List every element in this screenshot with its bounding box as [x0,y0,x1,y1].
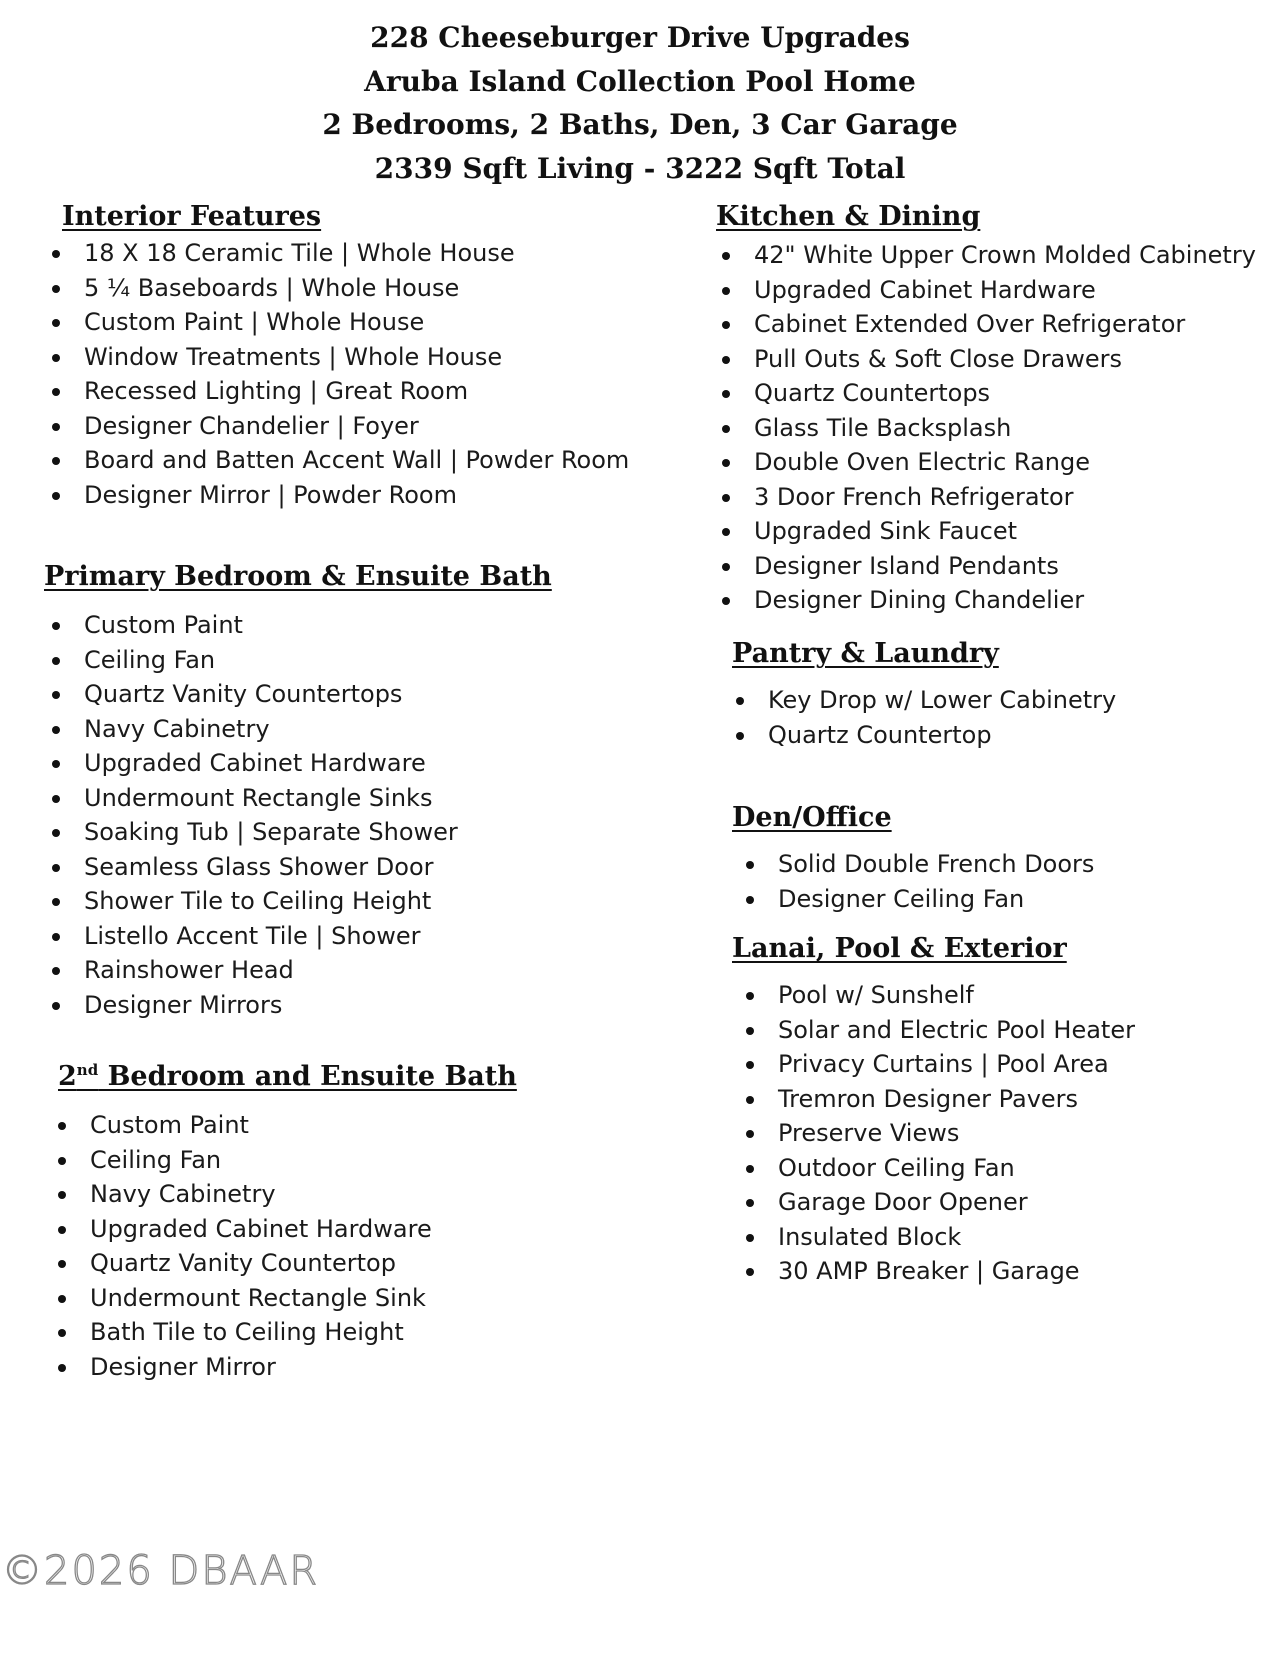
list-item [718,342,1256,377]
list-item [742,1254,1135,1289]
list-item-text: Designer Ceiling Fan [778,884,1025,913]
list-item-text: Quartz Vanity Countertop [90,1249,396,1277]
bullet-icon [746,1199,754,1207]
copyright-watermark: ©2026 DBAAR [2,1548,320,1594]
feature-list [742,978,1135,1289]
bullet-icon [58,1122,66,1130]
bullet-icon [52,795,60,803]
list-item [54,1177,517,1212]
bullet-icon [746,1027,754,1035]
list-item-text: Ceiling Fan [90,1145,222,1174]
section-heading: Interior Features [62,201,322,232]
section-interior-features [62,200,629,512]
section-heading: Pantry & Laundry [732,638,999,669]
section-heading: Lanai, Pool & Exterior [732,933,1067,964]
list-item [48,919,552,954]
bullet-icon [722,356,730,364]
bullet-icon [58,1226,66,1234]
list-item [732,683,1116,718]
bullet-icon [746,992,754,1000]
heading-text: Bedroom and Ensuite Bath [98,1061,517,1092]
list-item [718,238,1256,273]
feature-list [718,238,1256,618]
bullet-icon [722,390,730,398]
bullet-icon [52,285,60,293]
section-pantry-laundry [732,637,1116,752]
bullet-icon [722,425,730,433]
section-primary-bedroom [44,560,552,1022]
list-item [48,478,629,513]
bullet-icon [746,861,754,869]
bullet-icon [722,252,730,260]
bullet-icon [58,1329,66,1337]
list-item [48,643,552,678]
bullet-icon [52,691,60,699]
list-item [742,1220,1135,1255]
list-item-text: Navy Cabinetry [84,714,270,743]
list-item-text: Designer Mirrors [84,990,283,1019]
list-item [48,340,629,375]
bullet-icon [52,250,60,258]
bullet-icon [746,896,754,904]
bullet-icon [52,829,60,837]
list-item-text: Privacy Curtains | Pool Area [778,1050,1109,1078]
list-item [718,549,1256,584]
list-item [718,583,1256,618]
list-item-text: Solid Double French Doors [778,850,1095,878]
list-item [54,1246,517,1281]
bullet-icon [722,321,730,329]
bullet-icon [58,1295,66,1303]
list-item-text: Quartz Vanity Countertops [84,680,403,708]
title-rooms: 2 Bedrooms, 2 Baths, Den, 3 Car Garage [322,108,958,141]
list-item [48,781,552,816]
list-item [54,1281,517,1316]
list-item-text: Upgraded Cabinet Hardware [90,1214,432,1243]
list-item [48,608,552,643]
bullet-icon [722,528,730,536]
list-item-text: Preserve Views [778,1119,960,1147]
list-item [48,850,552,885]
bullet-icon [52,657,60,665]
section-lanai-pool-exterior [732,932,1135,1289]
list-item-text: Window Treatments | Whole House [84,342,503,371]
bullet-icon [52,933,60,941]
bullet-icon [746,1061,754,1069]
list-item-text: 18 X 18 Ceramic Tile | Whole House [84,239,515,267]
list-item-text: Solar and Electric Pool Heater [778,1015,1135,1044]
list-item [48,884,552,919]
list-item-text: Custom Paint [84,611,243,639]
list-item [742,1151,1135,1186]
bullet-icon [746,1268,754,1276]
list-item-text: Cabinet Extended Over Refrigerator [754,310,1186,338]
section-heading [58,1060,517,1094]
list-item-text: Designer Chandelier | Foyer [84,411,419,440]
section-heading: Primary Bedroom & Ensuite Bath [44,561,552,592]
bullet-icon [52,967,60,975]
list-item [718,514,1256,549]
bullet-icon [52,864,60,872]
bullet-icon [52,457,60,465]
list-item [742,1013,1135,1048]
bullet-icon [58,1364,66,1372]
list-item-text: 30 AMP Breaker | Garage [778,1257,1080,1285]
list-item-text: Key Drop w/ Lower Cabinetry [768,686,1117,714]
list-item-text: Custom Paint | Whole House [84,308,425,336]
list-item [54,1350,517,1385]
list-item-text: Designer Mirror [90,1352,276,1381]
list-item [54,1315,517,1350]
list-item-text: Upgraded Sink Faucet [754,517,1018,545]
list-item [48,988,552,1023]
section-den-office [732,801,1094,916]
list-item [48,746,552,781]
feature-list [732,683,1116,752]
list-item-text: Designer Mirror | Powder Room [84,480,457,509]
list-item [742,1185,1135,1220]
list-item-text: Upgraded Cabinet Hardware [84,749,426,777]
section-heading: Den/Office [732,802,892,833]
list-item [48,236,629,271]
bullet-icon [52,1002,60,1010]
list-item-text: Garage Door Opener [778,1188,1028,1216]
list-item-text: Designer Dining Chandelier [754,586,1085,614]
list-item-text: Tremron Designer Pavers [778,1084,1079,1113]
list-item [742,882,1094,917]
list-item-text: Glass Tile Backsplash [754,413,1012,442]
list-item-text: Shower Tile to Ceiling Height [84,887,432,915]
list-item [48,409,629,444]
list-item [48,271,629,306]
document-header [0,16,1280,190]
bullet-icon [746,1165,754,1173]
list-item-text: 3 Door French Refrigerator [754,482,1074,511]
feature-list [48,236,629,512]
list-item [48,677,552,712]
bullet-icon [52,388,60,396]
list-item [48,815,552,850]
feature-list [742,847,1094,916]
bullet-icon [52,492,60,500]
list-item-text: Designer Island Pendants [754,551,1059,580]
bullet-icon [58,1157,66,1165]
heading-ordinal: nd [76,1061,99,1079]
bullet-icon [746,1234,754,1242]
list-item-text: Upgraded Cabinet Hardware [754,275,1096,304]
list-item-text: Board and Batten Accent Wall | Powder Room [84,446,630,474]
list-item-text: Seamless Glass Shower Door [84,852,434,881]
list-item-text: Quartz Countertop [768,720,992,749]
list-item [54,1108,517,1143]
list-item-text: Custom Paint [90,1111,249,1139]
feature-list [48,608,552,1022]
bullet-icon [52,760,60,768]
list-item [48,305,629,340]
list-item [48,712,552,747]
list-item [54,1143,517,1178]
list-item [718,445,1256,480]
list-item [718,480,1256,515]
bullet-icon [52,622,60,630]
list-item [742,847,1094,882]
bullet-icon [722,597,730,605]
bullet-icon [58,1191,66,1199]
title-address: 228 Cheeseburger Drive Upgrades [370,21,910,54]
bullet-icon [58,1260,66,1268]
list-item-text: Insulated Block [778,1222,962,1251]
bullet-icon [52,898,60,906]
list-item-text: Rainshower Head [84,956,294,984]
list-item-text: Undermount Rectangle Sink [90,1283,426,1312]
heading-number: 2 [58,1061,77,1092]
list-item [718,411,1256,446]
list-item-text: Pull Outs & Soft Close Drawers [754,344,1123,373]
bullet-icon [736,732,744,740]
list-item [742,1047,1135,1082]
title-square-footage: 2339 Sqft Living - 3222 Sqft Total [374,151,906,185]
list-item [718,273,1256,308]
section-kitchen-dining [716,200,1256,618]
list-item-text: Soaking Tub | Separate Shower [84,818,458,846]
bullet-icon [746,1130,754,1138]
section-heading: Kitchen & Dining [716,201,981,232]
bullet-icon [52,726,60,734]
title-collection: Aruba Island Collection Pool Home [364,64,916,98]
list-item-text: 5 ¼ Baseboards | Whole House [84,273,460,302]
bullet-icon [722,459,730,467]
list-item-text: Navy Cabinetry [90,1180,276,1208]
list-item [732,718,1116,753]
list-item-text: Bath Tile to Ceiling Height [90,1318,404,1346]
list-item [742,978,1135,1013]
list-item-text: Recessed Lighting | Great Room [84,377,469,405]
list-item [54,1212,517,1247]
bullet-icon [746,1096,754,1104]
list-item [718,376,1256,411]
section-second-bedroom [58,1060,517,1384]
list-item-text: Quartz Countertops [754,379,991,407]
list-item-text: Outdoor Ceiling Fan [778,1153,1015,1182]
list-item [48,953,552,988]
list-item-text: Undermount Rectangle Sinks [84,783,433,812]
bullet-icon [722,287,730,295]
bullet-icon [52,423,60,431]
list-item [718,307,1256,342]
bullet-icon [736,697,744,705]
list-item [48,443,629,478]
list-item-text: Ceiling Fan [84,645,216,674]
list-item-text: Double Oven Electric Range [754,448,1090,476]
bullet-icon [52,319,60,327]
list-item-text: Pool w/ Sunshelf [778,981,974,1009]
list-item-text: 42" White Upper Crown Molded Cabinetry [754,241,1256,269]
feature-list [54,1108,517,1384]
bullet-icon [722,494,730,502]
bullet-icon [722,563,730,571]
bullet-icon [52,354,60,362]
list-item [48,374,629,409]
list-item [742,1082,1135,1117]
list-item [742,1116,1135,1151]
list-item-text: Listello Accent Tile | Shower [84,921,421,950]
